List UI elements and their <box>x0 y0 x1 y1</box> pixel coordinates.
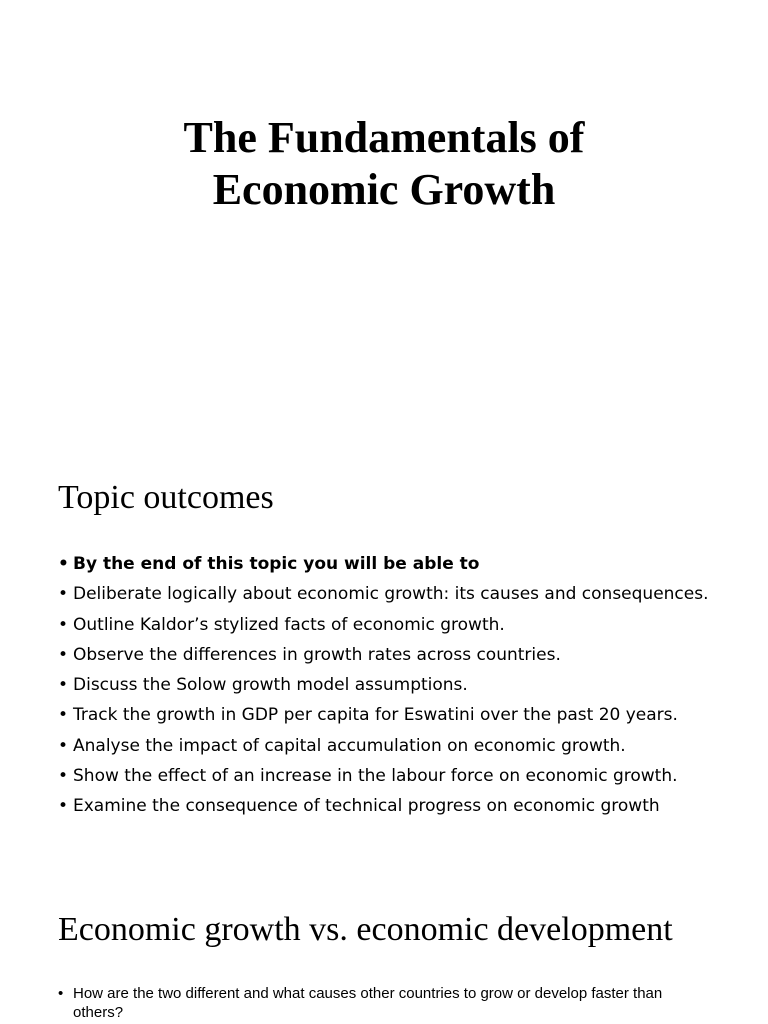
growth-vs-development-slide <box>0 880 768 1024</box>
bullet-icon: • <box>58 675 69 696</box>
bullet-icon: • <box>58 584 69 605</box>
list-item <box>58 670 709 700</box>
topic-outcomes-list <box>58 549 709 822</box>
list-item <box>58 640 709 670</box>
growth-vs-development-list <box>58 984 688 1022</box>
document-title <box>0 112 768 216</box>
bullet-icon: • <box>58 705 69 726</box>
title-line-1: The Fundamentals of <box>183 113 585 162</box>
bullet-icon: • <box>58 985 64 1002</box>
bullet-icon: • <box>58 735 69 756</box>
list-item-text: Show the effect of an increase in the labour force on economic growth. <box>73 766 678 787</box>
list-item <box>58 579 709 609</box>
list-item-text: Analyse the impact of capital accumulation on economic growth. <box>73 735 626 756</box>
list-item-text: How are the two different and what causes other countries to grow or develop faster than others? <box>73 985 663 1021</box>
growth-vs-development-heading: Economic growth vs. economic development <box>58 911 673 948</box>
list-item <box>58 610 709 640</box>
list-item <box>58 731 709 761</box>
title-line-2: Economic Growth <box>212 165 556 214</box>
list-item <box>58 984 688 1022</box>
list-item <box>58 791 709 821</box>
list-item-text: Observe the differences in growth rates across countries. <box>73 644 561 665</box>
list-item <box>58 700 709 730</box>
list-item <box>58 549 709 579</box>
bullet-icon: • <box>58 644 69 665</box>
list-item-text: Track the growth in GDP per capita for Eswatini over the past 20 years. <box>73 705 678 726</box>
list-item-text: Discuss the Solow growth model assumptions. <box>73 675 468 696</box>
list-item-text: Outline Kaldor’s stylized facts of economic growth. <box>73 614 505 635</box>
list-item-text: Deliberate logically about economic growth: its causes and consequences. <box>73 584 709 605</box>
title-slide <box>0 0 768 430</box>
bullet-icon: • <box>58 614 69 635</box>
list-item-text: By the end of this topic you will be able to <box>73 554 480 574</box>
list-item-text: Examine the consequence of technical progress on economic growth <box>73 796 660 817</box>
bullet-icon: • <box>58 554 69 574</box>
bullet-icon: • <box>58 796 69 817</box>
topic-outcomes-slide <box>0 440 768 840</box>
list-item <box>58 761 709 791</box>
topic-outcomes-heading: Topic outcomes <box>58 479 274 516</box>
bullet-icon: • <box>58 766 69 787</box>
